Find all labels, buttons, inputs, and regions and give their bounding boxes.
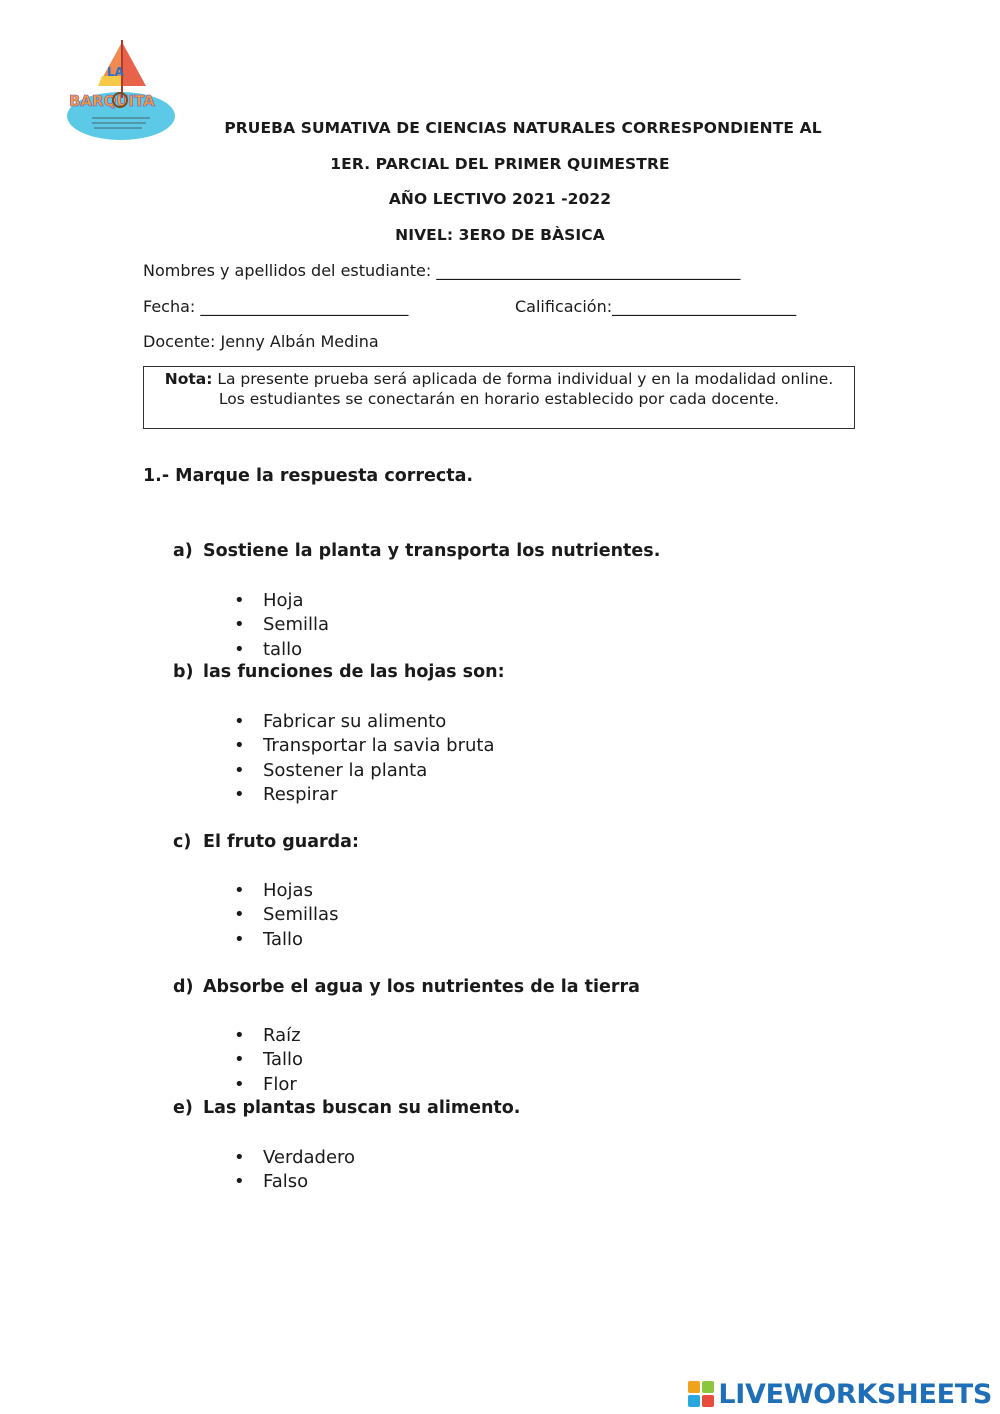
option-item[interactable] (232, 759, 495, 783)
option-text: Semillas (263, 904, 339, 926)
option-item[interactable] (232, 783, 495, 807)
student-name-blank[interactable]: ______________________________________ (436, 261, 741, 280)
option-item[interactable] (232, 589, 329, 613)
option-item[interactable] (232, 613, 329, 637)
bullet-icon: • (234, 928, 245, 950)
sub-question-letter: e) (173, 1098, 193, 1118)
option-text: Hoja (263, 590, 304, 611)
option-text: Respirar (263, 783, 338, 805)
note-label: Nota: (164, 370, 213, 388)
option-text: Flor (263, 1073, 297, 1095)
option-text: Hojas (263, 880, 313, 901)
sub-question-a (173, 541, 660, 561)
date-blank[interactable]: __________________________ (200, 297, 409, 316)
date-field (143, 297, 408, 316)
sub-question-letter: a) (173, 541, 193, 561)
bullet-icon: • (234, 1049, 245, 1071)
option-text: Tallo (263, 928, 304, 950)
option-item[interactable] (232, 903, 338, 927)
options-d (232, 1024, 303, 1097)
liveworksheets-brand[interactable] (688, 1374, 992, 1414)
sub-question-b (173, 662, 505, 682)
bullet-icon: • (234, 1147, 245, 1168)
exam-title-line-2: 1ER. PARCIAL DEL PRIMER QUIMESTRE (330, 155, 670, 173)
note-text: La presente prueba será aplicada de forma individual y en la modalidad online. Los estudiantes se conectarán en horario establecido por cada docente. (212, 370, 834, 408)
option-item[interactable] (232, 1073, 303, 1097)
option-text: Verdadero (263, 1147, 356, 1168)
bullet-icon: • (234, 711, 245, 732)
options-e (232, 1146, 355, 1195)
sub-question-letter: c) (173, 832, 192, 852)
bullet-icon: • (234, 614, 245, 636)
option-text: Sostener la planta (263, 759, 428, 781)
option-text: Semilla (263, 614, 330, 636)
sub-question-text: Absorbe el agua y los nutrientes de la tierra (203, 977, 640, 997)
bullet-icon: • (234, 1171, 245, 1193)
option-item[interactable] (232, 1048, 303, 1072)
bullet-icon: • (234, 735, 245, 757)
teacher-name: Docente: Jenny Albán Medina (143, 332, 379, 351)
option-text: tallo (263, 638, 303, 660)
logo-text-top: LA (107, 65, 124, 79)
grade-level: NIVEL: 3ERO DE BÀSICA (395, 226, 605, 244)
option-item[interactable] (232, 879, 338, 903)
sub-question-e (173, 1098, 520, 1118)
bullet-icon: • (234, 783, 245, 805)
bullet-icon: • (234, 904, 245, 926)
option-item[interactable] (232, 928, 338, 952)
bullet-icon: • (234, 638, 245, 660)
options-b (232, 710, 495, 807)
sub-question-letter: b) (173, 662, 194, 682)
option-item[interactable] (232, 734, 495, 758)
option-text: Transportar la savia bruta (263, 735, 495, 757)
bullet-icon: • (234, 759, 245, 781)
liveworksheets-logo-icon (688, 1381, 714, 1407)
sub-question-d (173, 977, 640, 997)
option-text: Raíz (263, 1025, 301, 1046)
options-a (232, 589, 329, 662)
option-item[interactable] (232, 1146, 355, 1170)
bullet-icon: • (234, 880, 245, 901)
bullet-icon: • (234, 1073, 245, 1095)
date-label: Fecha: (143, 297, 201, 316)
brand-text: LIVEWORKSHEETS (718, 1378, 992, 1410)
bullet-icon: • (234, 590, 245, 611)
sub-question-text: Sostiene la planta y transporta los nutrientes. (203, 541, 661, 561)
student-name-label: Nombres y apellidos del estudiante: (143, 261, 437, 280)
option-text: Falso (263, 1171, 309, 1193)
sub-question-letter: d) (173, 977, 194, 997)
sub-question-c (173, 832, 359, 852)
grade-label: Calificación: (515, 297, 613, 316)
note-box (143, 366, 855, 429)
sub-question-text: Las plantas buscan su alimento. (203, 1098, 521, 1118)
exam-title-line-1: PRUEBA SUMATIVA DE CIENCIAS NATURALES CORRESPONDIENTE AL (224, 119, 822, 137)
grade-field (515, 297, 796, 316)
option-item[interactable] (232, 1170, 355, 1194)
sub-question-text: las funciones de las hojas son: (203, 662, 505, 682)
option-item[interactable] (232, 710, 495, 734)
sub-question-text: El fruto guarda: (203, 832, 359, 852)
option-text: Tallo (263, 1049, 304, 1071)
options-c (232, 879, 338, 952)
option-item[interactable] (232, 1024, 303, 1048)
bullet-icon: • (234, 1025, 245, 1046)
question-1-title: 1.- Marque la respuesta correcta. (143, 466, 474, 486)
option-text: Fabricar su alimento (263, 711, 447, 732)
school-year: AÑO LECTIVO 2021 -2022 (388, 190, 612, 208)
logo-text-main: BARQUITA (69, 92, 155, 110)
grade-blank[interactable]: _______________________ (612, 297, 797, 316)
option-item[interactable] (232, 638, 329, 662)
student-name-field (143, 261, 740, 280)
